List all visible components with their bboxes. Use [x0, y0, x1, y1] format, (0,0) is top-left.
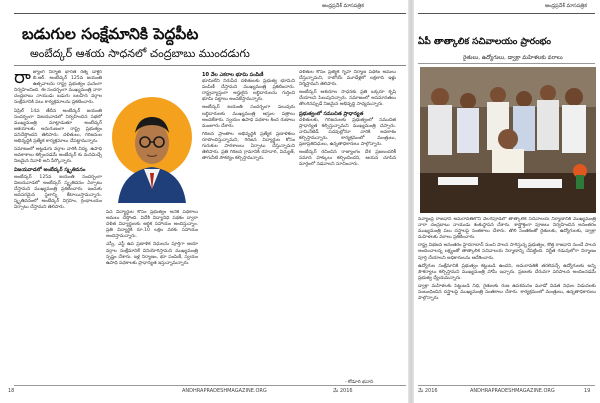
paragraph: జ్యాంగ నిర్మాత భారత రత్న డాక్టర్ బి.ఆర్. అంబేద్కర్ 125వ జయంతి ఉత్సవాలను రాష్ట్ర ప్రభుత్వం ఘనంగా నిర్వహించింది. ఈ సందర్భంగా ముఖ్యమంత్రి నారా చంద్రబాబు నాయుడు బడుగు బలహీన వర్గాల సంక్షేమానికి పలు కార్యక్రమాలను ప్రకటించారు. [14, 70, 102, 106]
paragraph: గిరిజన ప్రాంతాల అభివృద్ధికి ప్రత్యేక ప్రణాళికలు రూపొందిస్తున్నామని, గిరిజన విద్యార్థుల కోసం గురుకుల పాఠశాలలు ఏర్పాటు చేస్తున్నామని తెలిపారు. ప్రతి గిరిజన గ్రామానికి రహదారి, విద్యుత్, తాగునీటి సౌకర్యం కల్పిస్తామన్నారు. [202, 131, 295, 162]
paragraph: ఏప్రిల్ 14వ తేదీన అంబేద్కర్ జయంతి సందర్భంగా విజయవాడలో నిర్వహించిన సభలో ముఖ్యమంత్రి మాట్లాడుతూ అంబేద్కర్ ఆశయాలకు అనుగుణంగా రాష్ట్ర ప్రభుత్వం పనిచేస్తోందని తెలిపారు. దళితులు, గిరిజనుల అభివృద్ధికి ప్రత్యేక కార్యక్రమాలు చేపట్టామన్నారు. [14, 108, 102, 145]
page-gutter [408, 0, 414, 403]
column-subhead: ప్రభుత్వంలో సముచిత ప్రాధాన్యత [299, 110, 364, 117]
footer-site-left: ANDHRAPRADESHMAGAZINE.ORG [182, 388, 267, 394]
footer-date-right: మే 2016 [418, 388, 438, 394]
left-column-2 [106, 210, 198, 386]
page-number-right: 19 [584, 388, 591, 394]
footer-rule-right [418, 385, 595, 386]
left-column-3 [202, 70, 295, 386]
paragraph: అంబేద్కర్ జయంతి సందర్భంగా పలువురు లబ్ధిదారులకు ముఖ్యమంత్రి ఆస్తుల పత్రాలు అందజేశారు. స్వయం ఉపాధి పథకాల కింద రుణాలు మంజూరు చేశారు. [202, 105, 295, 129]
photo-illustration [420, 67, 596, 213]
running-head-left: ఆంధ్రప్రదేశ్ మాసపత్రిక [322, 3, 364, 9]
footer-date-left: మే 2016 [333, 388, 353, 394]
left-column-4 [299, 70, 396, 386]
running-head-rule-left [14, 13, 406, 14]
ambedkar-portrait [108, 93, 196, 203]
paragraph: దళితుల కోసం ప్రత్యేక గృహ నిర్మాణ పథకం అమలు చేస్తున్నామని, రాబోయే మూడేళ్లలో లక్షలాది ఇళ్లు నిర్మిస్తామని తెలిపారు. [299, 70, 396, 88]
paragraph: దళితులకు, గిరిజనులకు ప్రభుత్వంలో సముచిత ప్రాధాన్యత కల్పిస్తున్నామని ముఖ్యమంత్రి చెప్పారు. నామినేటెడ్ పదవుల్లోనూ వారికి అవకాశం కల్పిస్తామన్నారు. కార్యక్రమంలో మంత్రులు, ప్రజాప్రతినిధులు, ఉన్నతాధికారులు పాల్గొన్నారు. [299, 117, 396, 148]
running-head-rule-right [418, 13, 595, 14]
paragraph: ఉద్యోగుల సంక్షేమానికి ప్రభుత్వం కట్టుబడి ఉందని, అమరావతికి తరలివచ్చే ఉద్యోగులకు అన్ని సౌకర్యాలు కల్పిస్తామని ముఖ్యమంత్రి హామీ ఇచ్చారు. ప్రజలకు చేరువగా పరిపాలన అందించడమే ప్రభుత్వ ధ్యేయమన్నారు. [418, 263, 596, 281]
byline: - కోడూరి భవాని [345, 380, 374, 385]
paragraph: డ్వాక్రా మహిళలకు పెట్టుబడి నిధి, రైతులకు రుణ ఉపశమనం మూడో విడత నిధుల విడుదలకు సంబంధించిన దస్త్రాలపై ముఖ్యమంత్రి సంతకాలు చేశారు. కార్యక్రమంలో మంత్రులు, ఉన్నతాధికారులు పాల్గొన్నారు. [418, 283, 596, 302]
right-subheadline: రైతులు, ఉద్యోగులు, డ్వాక్రా మహిళలకు వరాలు [463, 55, 563, 61]
column-subhead: విజయవాడలో అంబేద్కర్ స్మృతివనం [14, 167, 86, 174]
left-subheadline: అంబేద్కర్ ఆశయ సాధనలో చంద్రబాబు ముందడుగు [30, 47, 250, 60]
paragraph: పేద విద్యార్థుల కోసం ప్రభుత్వం అనేక పథకాలు అమలు చేస్తోంది. విదేశీ విద్యానిధి పథకం ద్వారా దళిత విద్యార్థులకు ఆర్థిక సహాయం అందిస్తున్నాం. ప్రతి విద్యార్థికి రూ.10 లక్షల వరకు సహాయం అందిస్తామన్నారు. [106, 210, 198, 240]
box-heading: 10 వేల ఎకరాల భూమి పంపిణీ [202, 72, 264, 78]
right-article-body [418, 217, 596, 383]
paragraph: అంబేద్కర్ ఆశయాల సాధనకు ప్రతి ఒక్కరూ కృషి చేయాలని పిలుపునిచ్చారు. సమాజంలో అసమానతలు తొలగినప్పుడే నిజమైన అభివృద్ధి సాధ్యమన్నారు. [299, 90, 396, 108]
headline-divider [14, 65, 406, 66]
right-headline: ఏపీ తాత్కాలిక సచివాలయం ప్రారంభం [418, 37, 551, 47]
drop-cap: రా [14, 70, 31, 88]
running-head-right: ఆంధ్రప్రదేశ్ మాసపత్రిక [545, 3, 587, 9]
paragraph: అంబేద్కర్ 125వ జయంతి సందర్భంగా విజయవాడలో అంబేద్కర్ స్మృతివనం ఏర్పాటు చేస్తామని ముఖ్యమంత్రి ప్రకటించారు. ఇందుకు అవసరమైన స్థలాన్ని కేటాయిస్తామన్నారు. స్మృతివనంలో అంబేద్కర్ విగ్రహం, గ్రంథాలయం ఏర్పాటు చేస్తామని తెలిపారు. [14, 174, 102, 210]
footer-site-right: ANDHRAPRADESHMAGAZINE.ORG [470, 388, 555, 394]
secretariat-photo [420, 67, 596, 213]
paragraph: రాష్ట్ర విభజన అనంతరం హైదరాబాద్ నుంచి పాలన సాగిస్తున్న ప్రభుత్వం, కొత్త రాజధాని నుంచే పాలన అందించాలన్న లక్ష్యంతో తాత్కాలిక సచివాలయ నిర్మాణాన్ని చేపట్టింది. నిర్ణీత గడువులోగా నిర్మాణం పూర్తి చేయాలని అధికారులను ఆదేశించారు. [418, 243, 596, 261]
paragraph: నవ్యాంధ్ర రాజధాని అమరావతిలోని వెలగపూడిలో తాత్కాలిక సచివాలయ నిర్మాణానికి ముఖ్యమంత్రి నారా చంద్రబాబు నాయుడు శంకుస్థాపన చేశారు. శాస్త్రోక్తంగా పూజలు నిర్వహించిన అనంతరం ముఖ్యమంత్రి పలు దస్త్రాలపై సంతకాలు చేశారు. తొలి సంతకంతో రైతులకు, ఉద్యోగులకు, డ్వాక్రా మహిళలకు వరాలు ప్రకటించారు. [418, 217, 596, 241]
paragraph: అంబేద్కర్ రచించిన రాజ్యాంగం దేశ ప్రజలందరికీ సమాన హక్కులు కల్పించిందని, ఆయన చూపిన మార్గంలో నడవాలని సూచించారు. [299, 150, 396, 168]
right-headline-divider [418, 63, 595, 64]
paragraph: భూమిలేని నిరుపేద దళితులకు ప్రభుత్వ భూమిని పంపిణీ చేస్తామని ముఖ్యమంత్రి ప్రకటించారు. రాష్ట్రవ్యాప్తంగా అర్హులైన లబ్ధిదారులను గుర్తించి భూమి పట్టాలు అందజేస్తామన్నారు. [202, 79, 295, 103]
left-column-1 [14, 70, 102, 386]
portrait-illustration [108, 93, 196, 203]
page-number-left: 18 [8, 388, 15, 394]
footer-rule-left [14, 385, 406, 386]
left-headline: బడుగుల సంక్షేమానికి పెద్దపీట [22, 24, 199, 43]
paragraph: ఎస్సీ, ఎస్టీ ఉప ప్రణాళిక నిధులను పూర్తిగా ఆయా వర్గాల సంక్షేమానికే వినియోగిస్తామని ముఖ్యమంత్రి స్పష్టం చేశారు. ఇళ్ల నిర్మాణం, భూ పంపిణీ, స్వయం ఉపాధి పథకాలకు ప్రాధాన్యత ఇస్తున్నామన్నారు. [106, 242, 198, 266]
paragraph: సమాజంలో అట్టడుగు వర్గాల వారికి విద్య, ఉపాధి అవకాశాలు కల్పించడమే అంబేద్కర్ కు మనమిచ్చే నిజమైన నివాళి అని పేర్కొన్నారు. [14, 147, 102, 165]
